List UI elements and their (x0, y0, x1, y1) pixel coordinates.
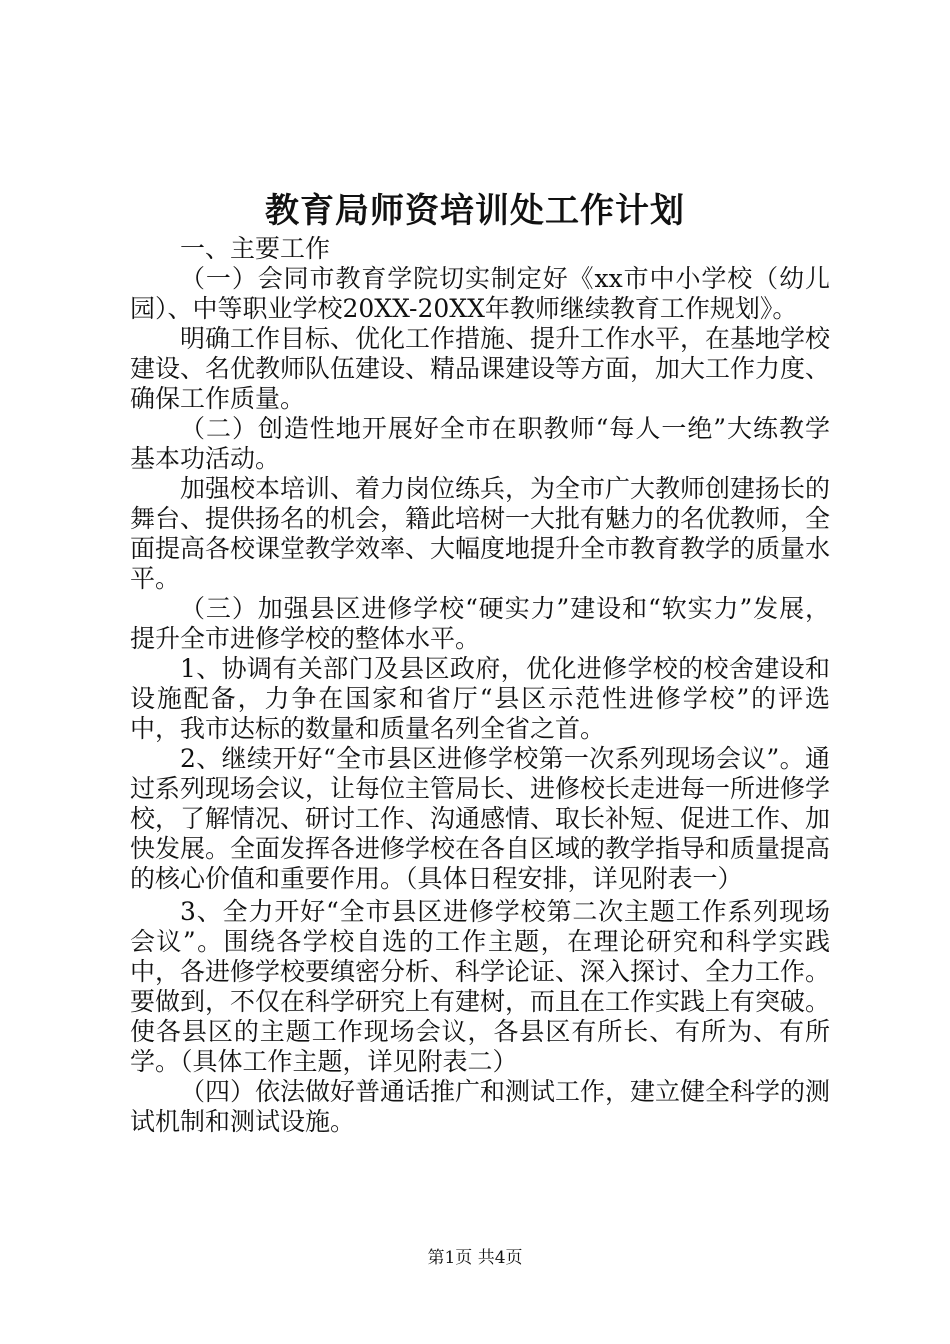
section-heading-main-work: 一、主要工作 (180, 234, 331, 263)
document-title: 教育局师资培训处工作计划 (265, 191, 685, 231)
subitem-2-paragraph: 2、继续开好“全市县区进修学校第一次系列现场会议”。通过系列现场会议，让每位主管局长、进修校长走进每一所进修学校，了解情况、研讨工作、沟通感情、取长补短、促进工作、加快发展。全面发挥各进修学校在各自区域的教学指导和质量提高的核心价值和重要作用。（具体日程安排，详见附表一） (130, 744, 831, 893)
item-1-detail-paragraph: 明确工作目标、优化工作措施、提升工作水平，在基地学校建设、名优教师队伍建设、精品课建设等方面，加大工作力度、确保工作质量。 (130, 324, 831, 413)
item-3-paragraph: （三）加强县区进修学校“硬实力”建设和“软实力”发展，提升全市进修学校的整体水平。 (130, 594, 830, 653)
document-body (130, 234, 830, 1137)
subitem-1-paragraph: 1、协调有关部门及县区政府，优化进修学校的校舍建设和设施配备，力争在国家和省厅“县区示范性进修学校”的评选中，我市达标的数量和质量名列全省之首。 (130, 654, 830, 743)
item-2-detail-paragraph: 加强校本培训、着力岗位练兵，为全市广大教师创建扬长的舞台、提供扬名的机会，籍此培树一大批有魅力的名优教师，全面提高各校课堂教学效率、大幅度地提升全市教育教学的质量水平。 (130, 474, 831, 593)
subitem-3-paragraph: 3、全力开好“全市县区进修学校第二次主题工作系列现场会议”。围绕各学校自选的工作主题，在理论研究和科学实践中，各进修学校要缜密分析、科学论证、深入探讨、全力工作。要做到，不仅在科学研究上有建树，而且在工作实践上有突破。使各县区的主题工作现场会议，各县区有所长、有所为、有所学。（具体工作主题，详见附表二） (130, 897, 831, 1076)
item-4-paragraph: （四）依法做好普通话推广和测试工作，建立健全科学的测试机制和测试设施。 (130, 1077, 831, 1136)
item-2-paragraph: （二）创造性地开展好全市在职教师“每人一绝”大练教学基本功活动。 (130, 414, 830, 473)
page-footer: 第1页 共4页 (427, 1248, 523, 1268)
item-1-paragraph: （一）会同市教育学院切实制定好《xx市中小学校（幼儿园）、中等职业学校20XX-20XX年教师继续教育工作规划》。 (130, 264, 830, 323)
